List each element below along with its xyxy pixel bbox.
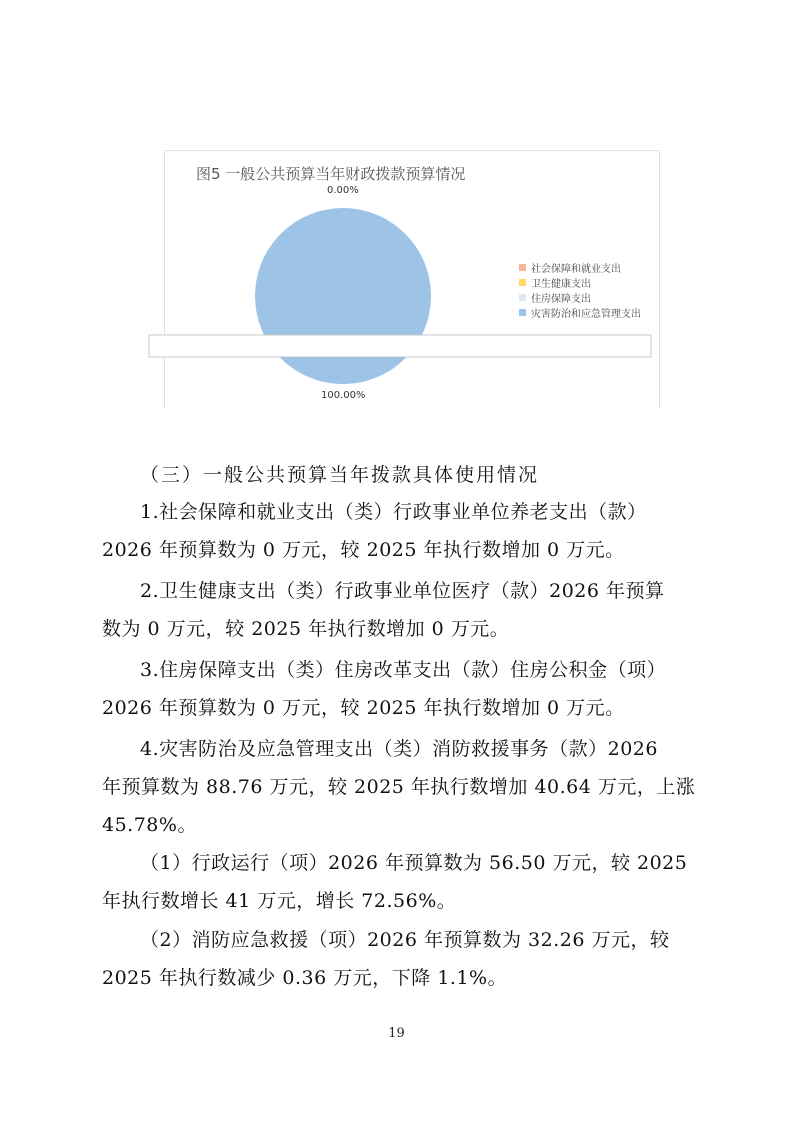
paragraph-6 bbox=[102, 921, 696, 997]
legend-label: 住房保障支出 bbox=[531, 294, 591, 305]
chart-legend bbox=[519, 260, 641, 320]
para-line: 2026 年预算数为 0 万元，较 2025 年执行数增加 0 万元。 bbox=[102, 697, 625, 719]
legend-item bbox=[519, 275, 641, 290]
para-line: 年执行数增长 41 万元，增长 72.56%。 bbox=[102, 890, 457, 912]
data-label-bottom: 100.00% bbox=[321, 390, 366, 401]
legend-label: 灾害防治和应急管理支出 bbox=[531, 309, 641, 320]
para-line: 年预算数为 88.76 万元，较 2025 年执行数增加 40.64 万元，上涨 bbox=[102, 776, 696, 798]
legend-label: 社会保障和就业支出 bbox=[531, 264, 621, 275]
legend-swatch bbox=[519, 309, 526, 316]
legend-item bbox=[519, 290, 641, 305]
para-line: （1）行政运行（项）2026 年预算数为 56.50 万元，较 2025 bbox=[140, 852, 688, 874]
para-line: （2）消防应急救援（项）2026 年预算数为 32.26 万元，较 bbox=[140, 929, 670, 951]
para-line: 数为 0 万元，较 2025 年执行数增加 0 万元。 bbox=[102, 618, 510, 640]
pie-slice-lower bbox=[280, 357, 407, 384]
paragraph-3 bbox=[102, 651, 696, 727]
legend-swatch bbox=[519, 279, 526, 286]
chart-title: 图5 一般公共预算当年财政拨款预算情况 bbox=[196, 165, 466, 183]
legend-swatch bbox=[519, 264, 526, 271]
para-line: 2.卫生健康支出（类）行政事业单位医疗（款）2026 年预算 bbox=[140, 580, 665, 602]
legend-label: 卫生健康支出 bbox=[531, 279, 591, 290]
para-line: 45.78%。 bbox=[102, 814, 197, 836]
plot-area-border bbox=[149, 335, 651, 357]
paragraph-2 bbox=[102, 572, 696, 648]
paragraph-4 bbox=[102, 730, 696, 844]
page-number: 19 bbox=[388, 1026, 405, 1041]
para-line: 1.社会保障和就业支出（类）行政事业单位养老支出（款） bbox=[140, 501, 647, 523]
para-line: 3.住房保障支出（类）住房改革支出（款）住房公积金（项） bbox=[140, 659, 667, 681]
para-line: 4.灾害防治及应急管理支出（类）消防救援事务（款）2026 bbox=[140, 738, 658, 760]
pie-chart bbox=[0, 0, 793, 420]
data-label-top: 0.00% bbox=[327, 185, 359, 196]
legend-swatch bbox=[519, 294, 526, 301]
paragraph-1 bbox=[102, 493, 696, 569]
legend-item bbox=[519, 260, 641, 275]
section-heading: （三）一般公共预算当年拨款具体使用情况 bbox=[140, 464, 540, 486]
para-line: 2025 年执行数减少 0.36 万元，下降 1.1%。 bbox=[102, 967, 508, 989]
paragraph-5 bbox=[102, 844, 696, 920]
legend-item bbox=[519, 305, 641, 320]
para-line: 2026 年预算数为 0 万元，较 2025 年执行数增加 0 万元。 bbox=[102, 539, 625, 561]
